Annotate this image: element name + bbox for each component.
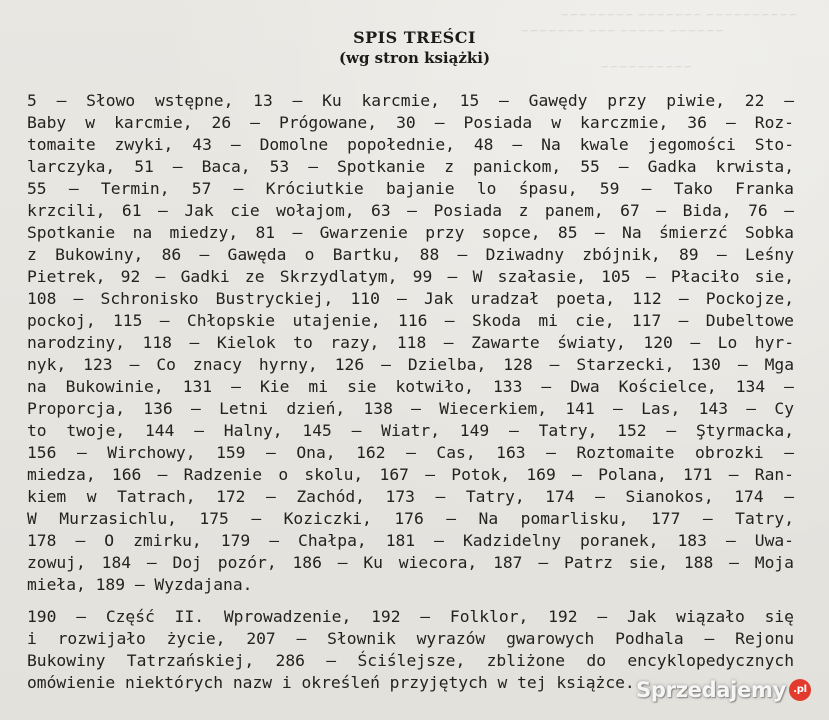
watermark-text: Sprzedajemy [636,678,786,702]
toc-line: pockoj, 115 — Chłopskie utajenie, 116 — Skoda mi cie, 117 — Dubeltowe [27,311,794,330]
toc-line: zowuj, 184 — Doj pozór, 186 — Ku wiecora, 187 — Patrz sie, 188 — Moja [27,553,794,572]
toc-line: Pietrek, 92 — Gadki ze Skrzydlatym, 99 — W szałasie, 105 — Płaciło sie, [27,267,794,286]
toc-line: kiem w Tatrach, 172 — Zachód, 173 — Tatry, 174 — Sianokos, 174 — [27,487,794,506]
toc-line-last: mieła, 189 — Wyzdajana. [27,575,253,594]
toc-line-last: omówienie niektórych nazw i określeń przyjętych w tej książce. [27,673,635,692]
bleed-line: ~~~~~~~~~~ [600,60,693,73]
toc-line: i rozwijało życie, 207 — Słownik wyrazów gwarowych Podhala — Rejonu [27,629,794,648]
toc-line: Proporcja, 136 — Letni dzień, 138 — Wiecerkiem, 141 — Las, 143 — Cy [27,399,794,418]
toc-line: 178 — O zmirku, 179 — Chałpa, 181 — Kadzidelny poranek, 183 — Uwa- [27,531,794,550]
toc-line: Bukowiny Tatrzańskiej, 286 — Ściślejsze, zbliżone do encyklopedycznych [27,651,794,670]
toc-line: to twoje, 144 — Halny, 145 — Wiatr, 149 — Tatry, 152 — Ştyrmacka, [27,421,794,440]
toc-line: krzcili, 61 — Jak cie wołajom, 63 — Posiada z panem, 67 — Bida, 76 — [27,201,794,220]
toc-line: 5 — Słowo wstępne, 13 — Ku karcmie, 15 — Gawędy przy piwie, 22 — [27,91,794,110]
toc-line: na Bukowinie, 131 — Kie mi sie kotwiło, 133 — Dwa Kościelce, 134 — [27,377,794,396]
sprzedajemy-watermark [636,678,811,702]
toc-line: 108 — Schronisko Bustryckiej, 110 — Jak uradzał poeta, 112 — Pockojze, [27,289,794,308]
toc-line: 190 — Część II. Wprowadzenie, 192 — Folklor, 192 — Jak wiązało się [27,607,794,626]
toc-line: larczyka, 51 — Baca, 53 — Spotkanie z panickom, 55 — Gadka krwista, [27,157,794,176]
watermark-badge: .pl [789,679,811,701]
toc-line: miedza, 166 — Radzenie o skolu, 167 — Potok, 169 — Polana, 171 — Ran- [27,465,794,484]
toc-line: Spotkanie na miedzy, 81 — Gwarzenie przy sopce, 85 — Na śmierzć Sobka [27,223,794,242]
bleed-line: ~~~~~~ ~~~~~ ~~~ ~~~~~~~ [520,24,725,37]
toc-line: 55 — Termin, 57 — Króciutkie bajanie lo śpasu, 59 — Tako Franka [27,179,794,198]
toc-line: Baby w karcmie, 26 — Prógowane, 30 — Posiada w karczmie, 36 — Roz- [27,113,794,132]
toc-line: 156 — Wirchowy, 159 — Ona, 162 — Cas, 163 — Roztomaite obrozki — [27,443,794,462]
toc-line: W Murzasichlu, 175 — Koziczki, 176 — Na pomarlisku, 177 — Tatry, [27,509,794,528]
toc-line: narodziny, 118 — Kielok to razy, 118 — Zawarte światy, 120 — Lo hyr- [27,333,794,352]
toc-paragraph-main [27,90,794,596]
toc-line: tomaite zwyki, 43 — Domolne popołednie, 48 — Na kwale jegomości Sto- [27,135,794,154]
toc-line: z Bukowiny, 86 — Gawęda o Bartku, 88 — Dziwadny zbójnik, 89 — Leśny [27,245,794,264]
page-subtitle: (wg stron książki) [338,49,491,67]
page-title: SPIS TREŚCI [353,28,476,47]
bleed-line: ~~~~~~~~~~ ~~~~~~~ ~~~~~~~~ [560,8,798,21]
toc-line: nyk, 123 — Co znacy hyrny, 126 — Dzielba, 128 — Starzecki, 130 — Mga [27,355,794,374]
